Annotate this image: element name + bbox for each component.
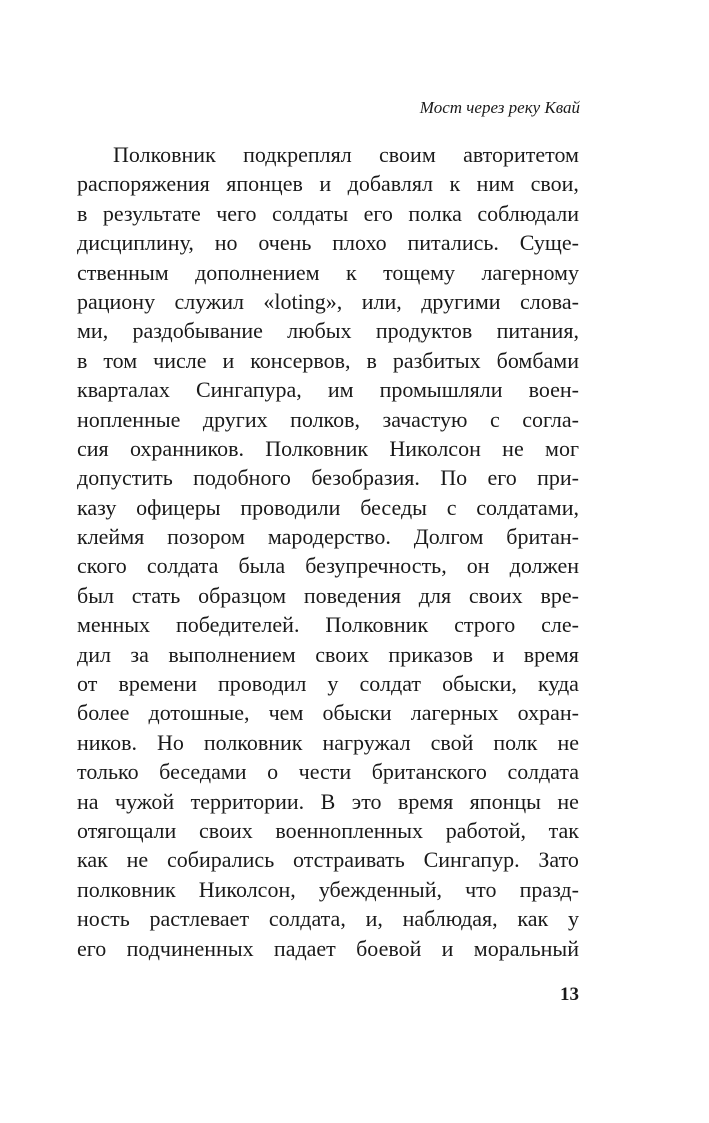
word: так: [548, 817, 579, 843]
text-line: [77, 551, 579, 580]
word: и,: [365, 906, 383, 932]
word: продуктов: [375, 318, 473, 344]
word: обыски: [322, 700, 392, 726]
text-line: [77, 522, 579, 551]
word: Полковник: [325, 612, 429, 638]
text-line: [77, 669, 579, 698]
word: солдата: [146, 553, 219, 579]
word: только: [77, 759, 139, 785]
word: вре-: [540, 582, 579, 608]
text-line: [77, 845, 579, 874]
word: ним: [476, 171, 515, 197]
word: британ-: [506, 524, 579, 550]
word: промышляли: [379, 377, 503, 403]
word: территории.: [190, 788, 305, 814]
word: добавлял: [347, 171, 433, 197]
word: и: [492, 641, 505, 667]
word: победителей.: [175, 612, 300, 638]
word: В: [320, 788, 336, 814]
word: Долгом: [413, 524, 484, 550]
word: он: [466, 553, 490, 579]
text-line: [77, 875, 579, 904]
word: воен-: [528, 377, 579, 403]
word: Сингапура,: [195, 377, 302, 403]
word: ность: [77, 906, 130, 932]
body-text: [77, 140, 579, 963]
word: солдатами,: [476, 494, 579, 520]
word: подкреплял: [243, 142, 352, 167]
running-header-title: Мост через реку Квай: [419, 98, 580, 117]
word: клеймя: [77, 524, 145, 550]
word: полковник: [203, 729, 303, 755]
word: кварталах: [77, 377, 170, 403]
word: офицеры: [136, 494, 221, 520]
word: соблюдали: [477, 200, 579, 226]
word: был: [77, 582, 114, 608]
text-line: [77, 640, 579, 669]
word: как: [77, 847, 108, 873]
word: служил: [174, 288, 244, 314]
text-line: [77, 610, 579, 639]
word: собирались: [166, 847, 275, 873]
word: боевой: [356, 935, 422, 961]
word: ников.: [77, 729, 138, 755]
word: о: [267, 759, 279, 785]
word: времени: [118, 671, 197, 697]
word: нагружал: [322, 729, 411, 755]
word: стать: [131, 582, 181, 608]
word: моральный: [473, 935, 579, 961]
text-line: [77, 934, 579, 963]
text-line: [77, 405, 579, 434]
word: рациону: [77, 288, 156, 314]
word: образцом: [198, 582, 287, 608]
word: дил: [77, 641, 111, 667]
word: допустить: [77, 465, 173, 491]
word: не: [557, 788, 579, 814]
word: им: [327, 377, 354, 403]
word: зачастую: [382, 406, 468, 432]
word: полков,: [290, 406, 361, 432]
word: По: [440, 465, 468, 491]
word: убежденный,: [318, 876, 442, 902]
text-line: [77, 346, 579, 375]
word: сле-: [541, 612, 579, 638]
word: за: [130, 641, 149, 667]
word: охранников.: [129, 435, 244, 461]
word: от: [77, 671, 98, 697]
word: своих: [468, 582, 523, 608]
word: своим: [379, 142, 436, 167]
word: очень: [258, 230, 312, 256]
word: для: [418, 582, 452, 608]
word: не: [557, 729, 579, 755]
word: числе: [153, 347, 207, 373]
word: его: [363, 200, 393, 226]
word: менных: [77, 612, 151, 638]
word: другими: [421, 288, 501, 314]
word: отстраивать: [293, 847, 405, 873]
word: консервов,: [250, 347, 351, 373]
word: дотошные,: [148, 700, 250, 726]
word: куда: [537, 671, 579, 697]
word: время: [523, 641, 579, 667]
word: британского: [371, 759, 487, 785]
word: у: [327, 671, 339, 697]
word: распоряжения: [77, 171, 210, 197]
word: падает: [273, 935, 336, 961]
word: дисциплину,: [77, 230, 194, 256]
word: авторитетом: [463, 142, 579, 167]
word: к: [345, 259, 357, 285]
word: Полковник: [113, 142, 216, 167]
word: солдата,: [268, 906, 346, 932]
text-line: [77, 316, 579, 345]
word: безобразия.: [311, 465, 420, 491]
word: ского: [77, 553, 127, 579]
word: и: [441, 935, 454, 961]
word: и: [222, 347, 235, 373]
word: строго: [454, 612, 516, 638]
word: в: [77, 200, 88, 226]
word: мог: [545, 435, 579, 461]
word: более: [77, 700, 130, 726]
text-line: [77, 228, 579, 257]
word: в: [366, 347, 377, 373]
word: но: [214, 230, 238, 256]
word: японцы: [469, 788, 541, 814]
word: любых: [287, 318, 352, 344]
word: военнопленных: [275, 817, 424, 843]
word: мародерство.: [267, 524, 391, 550]
text-line: [77, 904, 579, 933]
text-line: [77, 169, 579, 198]
word: должен: [509, 553, 579, 579]
word: Николсон,: [198, 876, 296, 902]
word: проводили: [240, 494, 341, 520]
word: беседами: [159, 759, 247, 785]
word: обыски,: [442, 671, 517, 697]
word: плохо: [332, 230, 387, 256]
text-line: [77, 434, 579, 463]
word: согла-: [522, 406, 579, 432]
word: с: [489, 406, 500, 432]
text-line: [77, 375, 579, 404]
word: приказов: [388, 641, 474, 667]
text-line: [77, 581, 579, 610]
word: полк: [493, 729, 538, 755]
word: своих: [315, 641, 369, 667]
word: японцев: [226, 171, 303, 197]
text-line: [77, 816, 579, 845]
word: тощему: [383, 259, 456, 285]
word: позором: [167, 524, 245, 550]
word: не: [502, 435, 524, 461]
word: или,: [361, 288, 402, 314]
word: Сингапур.: [423, 847, 520, 873]
page-number: 13: [560, 984, 579, 1005]
word: была: [238, 553, 286, 579]
word: чести: [298, 759, 352, 785]
word: питания,: [496, 318, 579, 344]
word: его: [487, 465, 517, 491]
word: нопленные: [77, 406, 181, 432]
word: слова-: [520, 288, 579, 314]
word: бомбами: [496, 347, 579, 373]
text-line: [77, 287, 579, 316]
text-line: [77, 757, 579, 786]
word: ми,: [77, 318, 109, 344]
text-line: [77, 140, 579, 169]
word: Но: [156, 729, 184, 755]
word: при-: [537, 465, 579, 491]
word: что: [465, 876, 497, 902]
word: как: [517, 906, 549, 932]
word: выполнением: [168, 641, 296, 667]
word: свои,: [530, 171, 579, 197]
text-line: [77, 698, 579, 727]
word: питались.: [407, 230, 499, 256]
word: чем: [268, 700, 304, 726]
word: его: [77, 935, 107, 961]
word: Зато: [538, 847, 579, 873]
word: отягощали: [77, 817, 177, 843]
word: чего: [216, 200, 257, 226]
word: дополнением: [195, 259, 320, 285]
word: сия: [77, 435, 109, 461]
word: празд-: [519, 876, 579, 902]
word: подчиненных: [126, 935, 254, 961]
word: наблюдая,: [402, 906, 498, 932]
word: «loting»,: [263, 288, 343, 314]
word: лагерному: [481, 259, 579, 285]
word: казу: [77, 494, 117, 520]
word: чужой: [115, 788, 175, 814]
word: полковник: [77, 876, 176, 902]
text-line: [77, 463, 579, 492]
word: свой: [430, 729, 474, 755]
text-line: [77, 728, 579, 757]
word: у: [567, 906, 579, 932]
word: солдат: [359, 671, 422, 697]
word: безупречность,: [305, 553, 447, 579]
word: охран-: [517, 700, 579, 726]
text-line: [77, 199, 579, 228]
word: не: [126, 847, 149, 873]
word: проводил: [217, 671, 307, 697]
word: работой,: [445, 817, 526, 843]
word: Николсон: [389, 435, 481, 461]
text-line: [77, 258, 579, 287]
word: раздобывание: [132, 318, 263, 344]
word: подобного: [193, 465, 291, 491]
word: лагерных: [410, 700, 499, 726]
word: и: [319, 171, 332, 197]
word: беседы: [360, 494, 427, 520]
word: в: [77, 347, 88, 373]
word: том: [103, 347, 138, 373]
word: ственным: [77, 259, 169, 285]
word: поведения: [303, 582, 401, 608]
text-line: [77, 787, 579, 816]
word: к: [449, 171, 461, 197]
word: солдаты: [271, 200, 349, 226]
word: время: [398, 788, 454, 814]
word: солдата: [507, 759, 579, 785]
word: своих: [198, 817, 253, 843]
word: на: [77, 788, 99, 814]
word: это: [351, 788, 382, 814]
word: результате: [102, 200, 201, 226]
word: Суще-: [519, 230, 579, 256]
word: Полковник: [265, 435, 369, 461]
word: растлевает: [149, 906, 250, 932]
word: с: [446, 494, 457, 520]
text-line: [77, 493, 579, 522]
word: разбитых: [392, 347, 481, 373]
word: других: [202, 406, 268, 432]
word: полка: [408, 200, 462, 226]
